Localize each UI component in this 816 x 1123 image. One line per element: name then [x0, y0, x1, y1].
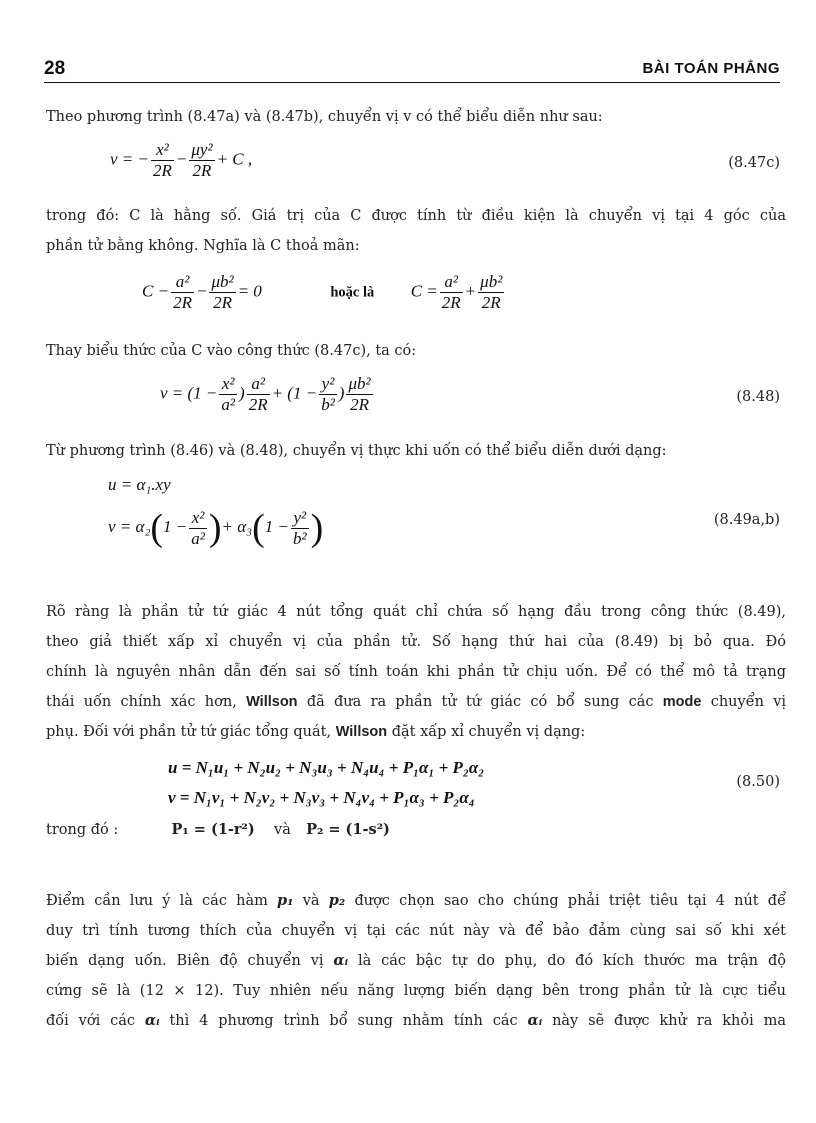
equation-number-8-50: (8.50): [736, 774, 780, 790]
paragraph-willson-line4: thái uốn chính xác hơn, Willson đã đưa ra phần tử tứ giác có bổ sung các mode chuyển vị: [46, 694, 787, 710]
equation-8-48: v = (1 − $\frac{\text{x²}}{\text{a²}}$ ) $\frac{\text{a²}}{2R}$ + (1 − $\frac{\text{y²}}{\text{b²}}$ ) $\frac{\text{μb²}}{2R}$: [160, 374, 371, 414]
paragraph-note-line2: duy trì tính tương thích của chuyển vị tại các nút này và để bảo đảm cùng sai số khi xét: [46, 923, 786, 939]
paragraph-note-line5: đối với các αᵢ thì 4 phương trình bổ sung nhằm tính các αᵢ này sẽ được khử ra khỏi ma: [46, 1012, 786, 1029]
paragraph-intro: Theo phương trình (8.47a) và (8.47b), chuyển vị v có thể biểu diễn như sau:: [46, 109, 603, 125]
equation-8-49b: v = α₂(1 − $\frac{\text{x²}}{\text{a²}}$ )+ α₃(1 − $\frac{\text{y²}}{\text{b²}}$ ): [108, 507, 324, 549]
paragraph-willson-line5: phụ. Đối với phần tử tứ giác tổng quát, Willson đặt xấp xỉ chuyển vị dạng:: [46, 724, 586, 740]
equation-number-8-49: (8.49a,b): [713, 512, 780, 528]
paragraph-actual-displacement: Từ phương trình (8.46) và (8.48), chuyển vị thực khi uốn có thể biểu diễn dưới dạng:: [46, 443, 667, 459]
equation-number-8-48: (8.48): [736, 389, 780, 405]
equation-8-49a: u = α₁.xy: [108, 475, 171, 494]
paragraph-where: trong đó : P₁ = (1-r²) và P₂ = (1-s²): [46, 821, 390, 838]
paragraph-willson-line1: Rõ ràng là phần tử tứ giác 4 nút tổng quát chỉ chứa số hạng đầu trong công thức (8.49),: [46, 604, 786, 620]
paragraph-substitution: Thay biểu thức của C vào công thức (8.47c), ta có:: [46, 343, 417, 359]
paragraph-constant-line2: phần tử bằng không. Nghĩa là C thoả mãn:: [46, 238, 360, 254]
p1-definition: P₁ = (1-r²): [171, 821, 255, 838]
mode-term: mode: [662, 694, 702, 710]
equation-8-47c: v = − $\frac{\text{x²}}{2R}$ − $\frac{\text{μy²}}{2R}$ + C ,: [110, 140, 253, 180]
page-header: [44, 58, 780, 83]
willson-name: Willson: [246, 694, 298, 710]
p2-definition: P₂ = (1-s²): [306, 821, 390, 838]
equation-constant-condition: C − $\frac{\text{a²}}{2R}$ − $\frac{\text{μb²}}{2R}$ = 0 hoặc là C = $\frac{\text{a²}}{2R}$ + $\frac{\text{μb²}}{2R}$: [142, 272, 503, 312]
willson-name-2: Willson: [335, 724, 388, 740]
paragraph-constant-line1: trong đó: C là hằng số. Giá trị của C được tính từ điều kiện là chuyển vị tại 4 góc của: [46, 208, 786, 224]
running-title: BÀI TOÁN PHẲNG: [642, 60, 780, 77]
paragraph-note-line1: Điểm cần lưu ý là các hàm p₁ và p₂ được chọn sao cho chúng phải triệt tiêu tại 4 nút để: [46, 892, 787, 909]
paragraph-willson-line2: theo giả thiết xấp xỉ chuyển vị của phần tử. Số hạng thứ hai của (8.49) bị bỏ qua. Đó: [46, 634, 786, 650]
paragraph-note-line4: cứng sẽ là (12 × 12). Tuy nhiên nếu năng lượng biến dạng bên trong phần tử là cực tiểu: [46, 983, 786, 999]
equation-8-50-v: v = N₁v₁ + N₂v₂ + N₃v₃ + N₄v₄ + P₁α₃ + P₂α₄: [168, 788, 475, 807]
equation-8-50-u: u = N₁u₁ + N₂u₂ + N₃u₃ + N₄u₄ + P₁α₁ + P₂α₂: [168, 758, 485, 777]
equation-number-8-47c: (8.47c): [728, 155, 780, 171]
paragraph-willson-line3: chính là nguyên nhân dẫn đến sai số tính toán khi phần tử chịu uốn. Để có thể mô tả trạng: [46, 664, 786, 680]
paragraph-note-line3: biến dạng uốn. Biên độ chuyển vị αᵢ là các bậc tự do phụ, do đó kích thước ma trận độ: [46, 952, 786, 969]
page-number: 28: [44, 58, 66, 79]
